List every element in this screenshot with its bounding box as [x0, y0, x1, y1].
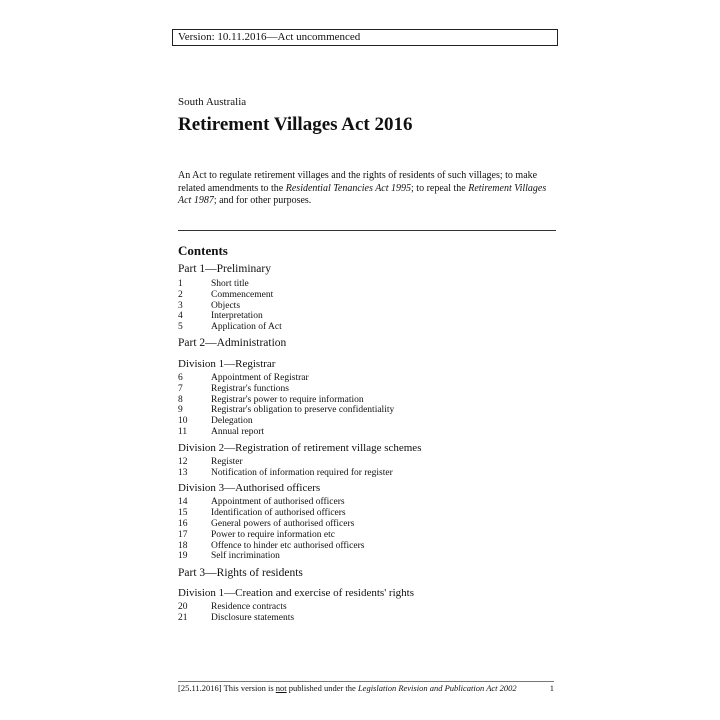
jurisdiction-label: South Australia: [178, 96, 247, 108]
toc-entry-title: Interpretation: [211, 311, 263, 322]
long-title-text-2: ; to repeal the: [411, 182, 469, 194]
toc-entry[interactable]: [178, 457, 556, 468]
toc-entry[interactable]: [178, 301, 556, 312]
long-title: [178, 170, 556, 208]
toc-entry[interactable]: [178, 279, 556, 290]
toc-entry-number: 7: [178, 383, 183, 394]
toc-entry-number: 2: [178, 289, 183, 300]
long-title-italic-2: Retirement Villages Act 1987: [178, 182, 547, 206]
long-title-italic-1: Residential Tenancies Act 1995: [285, 182, 412, 194]
page-footer: [178, 681, 554, 694]
toc-entry-title: Registrar's obligation to preserve confidentiality: [211, 405, 395, 416]
toc-entry[interactable]: [178, 427, 556, 438]
toc-entry[interactable]: [178, 416, 556, 427]
act-title: Retirement Villages Act 2016: [178, 114, 413, 135]
toc-entry-title: Annual report: [211, 426, 265, 437]
toc-entry-number: 6: [178, 372, 183, 383]
footer-date: [25.11.2016]: [178, 683, 222, 693]
toc-entry[interactable]: [178, 613, 556, 624]
toc-entry-title: Short title: [211, 279, 249, 289]
toc-entry[interactable]: [178, 395, 556, 406]
toc-entry[interactable]: [178, 602, 556, 613]
toc-entry[interactable]: [178, 322, 556, 333]
toc-entry-number: 15: [178, 508, 188, 519]
toc-entry-number: 4: [178, 311, 183, 322]
footer-text-a: This version is: [221, 683, 276, 693]
toc-entry-title: Register: [211, 456, 243, 467]
toc-entry[interactable]: [178, 290, 556, 301]
toc-entry[interactable]: [178, 405, 556, 416]
toc-entry-title: Appointment of authorised officers: [211, 497, 345, 508]
toc-entry[interactable]: [178, 311, 556, 322]
toc-entry-number: 20: [178, 602, 188, 613]
toc-entry-title: Application of Act: [211, 322, 282, 333]
toc-entry-title: Notification of information required for register: [211, 467, 393, 478]
toc-entry-title: Delegation: [211, 416, 253, 427]
toc-list-part2-div1: [178, 373, 556, 438]
divider-rule: [178, 230, 556, 231]
contents-heading: Contents: [178, 243, 228, 258]
toc-entry[interactable]: [178, 384, 556, 395]
toc-part-heading[interactable]: Part 3—Rights of residents: [178, 567, 303, 580]
toc-list-part1: [178, 279, 556, 333]
toc-list-part2-div3: [178, 497, 556, 562]
long-title-text-3: ; and for other purposes.: [213, 195, 312, 206]
toc-entry-number: 16: [178, 518, 188, 529]
toc-division-heading[interactable]: Division 3—Authorised officers: [178, 482, 321, 495]
version-text: Version: 10.11.2016—Act uncommenced: [178, 31, 361, 43]
toc-entry[interactable]: [178, 541, 556, 552]
toc-entry-number: 18: [178, 540, 188, 551]
toc-entry[interactable]: [178, 508, 556, 519]
toc-entry-number: 10: [178, 416, 188, 427]
footer-not: not: [275, 683, 287, 693]
toc-entry-number: 8: [178, 394, 183, 405]
table-of-contents: [178, 262, 556, 624]
toc-entry-number: 12: [178, 456, 188, 467]
toc-entry-number: 5: [178, 322, 183, 333]
footer-text: [178, 683, 517, 694]
toc-entry-number: 21: [178, 612, 188, 623]
toc-entry[interactable]: [178, 519, 556, 530]
toc-entry[interactable]: [178, 497, 556, 508]
toc-entry-title: Registrar's functions: [211, 383, 289, 394]
toc-division-heading[interactable]: Division 1—Creation and exercise of residents' rights: [178, 587, 414, 600]
toc-part-heading[interactable]: Part 1—Preliminary: [178, 263, 271, 275]
toc-entry-number: 14: [178, 497, 188, 508]
toc-entry-title: Offence to hinder etc authorised officers: [211, 540, 365, 551]
toc-entry-title: Disclosure statements: [211, 612, 295, 623]
page-number: 1: [549, 683, 554, 693]
toc-entry-number: 19: [178, 551, 188, 562]
toc-entry-title: Self incrimination: [211, 551, 280, 562]
toc-entry-number: 3: [178, 300, 183, 311]
toc-list-part3-div1: [178, 602, 556, 624]
toc-part-heading[interactable]: Part 2—Administration: [178, 336, 287, 349]
toc-entry[interactable]: [178, 373, 556, 384]
toc-list-part2-div2: [178, 457, 556, 479]
toc-entry[interactable]: [178, 468, 556, 479]
toc-entry-title: Registrar's power to require information: [211, 394, 364, 405]
toc-entry-title: Commencement: [211, 289, 274, 300]
toc-division-heading[interactable]: Division 1—Registrar: [178, 357, 276, 370]
toc-entry-title: Residence contracts: [211, 602, 287, 613]
toc-division-heading[interactable]: Division 2—Registration of retirement village schemes: [178, 441, 422, 454]
footer-text-b: published under the: [286, 683, 358, 693]
toc-entry-number: 17: [178, 529, 188, 540]
toc-entry[interactable]: [178, 530, 556, 541]
toc-entry[interactable]: [178, 551, 556, 562]
toc-entry-title: Appointment of Registrar: [211, 372, 309, 383]
toc-entry-number: 11: [178, 426, 188, 437]
toc-entry-number: 9: [178, 405, 183, 416]
toc-entry-number: 13: [178, 467, 188, 478]
toc-entry-number: 1: [178, 279, 183, 289]
long-title-text-1: An Act to regulate retirement villages and the rights of residents of such villages; to make related amendments to the: [178, 170, 538, 194]
toc-entry-title: Identification of authorised officers: [211, 508, 346, 519]
toc-entry-title: Objects: [211, 300, 241, 311]
toc-entry-title: General powers of authorised officers: [211, 518, 355, 529]
toc-entry-title: Power to require information etc: [211, 529, 335, 540]
footer-act-reference: Legislation Revision and Publication Act 2002: [357, 683, 517, 693]
version-banner: [172, 29, 558, 46]
